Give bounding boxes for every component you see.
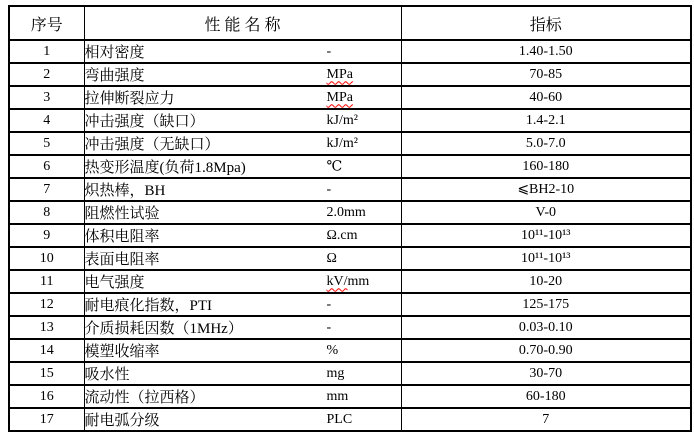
unit-plain-part: PLC	[326, 411, 353, 427]
value-cell: 1.4-2.1	[401, 109, 691, 132]
row-number-cell: 6	[9, 155, 84, 178]
property-name: 阻燃性试验	[84, 206, 160, 222]
row-number-cell: 15	[9, 362, 84, 385]
unit-label	[327, 113, 358, 129]
value-cell: 0.70-0.90	[401, 339, 691, 362]
property-name: 体积电阻率	[84, 229, 160, 245]
unit-label	[327, 136, 358, 152]
unit-label	[327, 412, 353, 428]
value-cell: 60-180	[401, 385, 691, 408]
table-row	[9, 224, 691, 247]
unit-misspelled-part: MPa	[326, 66, 353, 82]
property-cell	[84, 109, 401, 132]
row-number-cell: 13	[9, 316, 84, 339]
unit-plain-part: mg	[326, 365, 345, 381]
unit-plain-part: -	[326, 43, 332, 59]
table-row	[9, 109, 691, 132]
property-cell	[84, 385, 401, 408]
property-cell	[84, 224, 401, 247]
table-row	[9, 293, 691, 316]
property-cell	[84, 40, 401, 63]
unit-misspelled-part: kV/	[326, 273, 348, 289]
property-cell	[84, 132, 401, 155]
table-row	[9, 247, 691, 270]
property-name: 炽热棒，BH	[84, 183, 166, 199]
row-number-cell: 1	[9, 40, 84, 63]
property-cell	[84, 339, 401, 362]
spec-table	[8, 5, 692, 432]
unit-label	[327, 366, 345, 382]
unit-plain-part: 2.0mm	[326, 204, 366, 220]
unit-plain-part: ℃	[326, 159, 343, 174]
value-cell: 125-175	[401, 293, 691, 316]
unit-label	[327, 158, 343, 175]
unit-plain-part: Ω	[326, 250, 337, 266]
property-name: 弯曲强度	[84, 68, 145, 84]
property-name: 冲击强度（缺口）	[84, 114, 205, 130]
value-cell: 7	[401, 408, 691, 431]
header-row	[9, 6, 691, 40]
value-cell: 10-20	[401, 270, 691, 293]
property-name: 热变形温度(负荷1.8Mpa)	[84, 160, 246, 176]
unit-plain-part: -	[326, 319, 332, 335]
row-number-cell: 16	[9, 385, 84, 408]
value-cell: 10¹¹-10¹³	[401, 247, 691, 270]
row-number-cell: 2	[9, 63, 84, 86]
unit-plain-part: -	[326, 181, 332, 197]
header-spec-value: 指标	[401, 6, 691, 40]
unit-label	[327, 205, 366, 221]
unit-label	[327, 320, 332, 336]
property-cell	[84, 247, 401, 270]
unit-plain-part: %	[326, 342, 339, 358]
property-cell	[84, 201, 401, 224]
table-header	[9, 6, 691, 40]
table-row	[9, 86, 691, 109]
table-row	[9, 63, 691, 86]
property-name: 介质损耗因数（1MHz）	[84, 321, 243, 337]
unit-label	[327, 67, 353, 83]
unit-label	[327, 182, 332, 198]
row-number-cell: 5	[9, 132, 84, 155]
property-cell	[84, 155, 401, 178]
table-row	[9, 362, 691, 385]
property-name: 吸水性	[84, 367, 130, 383]
unit-plain-part: Ω.cm	[326, 227, 358, 243]
row-number-cell: 4	[9, 109, 84, 132]
property-cell	[84, 408, 401, 431]
row-number-cell: 7	[9, 178, 84, 201]
property-cell	[84, 362, 401, 385]
property-name: 表面电阻率	[84, 252, 160, 268]
value-cell: 40-60	[401, 86, 691, 109]
property-name: 模塑收缩率	[84, 344, 160, 360]
table-row	[9, 316, 691, 339]
document-page	[8, 5, 692, 432]
row-number-cell: 14	[9, 339, 84, 362]
property-name: 拉伸断裂应力	[84, 91, 175, 107]
unit-plain-part: mm	[326, 388, 349, 404]
row-number-cell: 10	[9, 247, 84, 270]
unit-label	[327, 297, 332, 313]
value-cell: 70-85	[401, 63, 691, 86]
unit-label	[327, 251, 337, 267]
table-row	[9, 408, 691, 431]
value-cell: 10¹¹-10¹³	[401, 224, 691, 247]
row-number-cell: 9	[9, 224, 84, 247]
property-cell	[84, 270, 401, 293]
row-number-cell: 12	[9, 293, 84, 316]
table-row	[9, 155, 691, 178]
property-name: 流动性（拉西格）	[84, 390, 205, 406]
property-cell	[84, 86, 401, 109]
property-name: 电气强度	[84, 275, 145, 291]
row-number-cell: 11	[9, 270, 84, 293]
unit-label	[327, 90, 353, 106]
property-cell	[84, 293, 401, 316]
property-name: 耐电弧分级	[84, 413, 160, 429]
value-cell: 1.40-1.50	[401, 40, 691, 63]
row-number-cell: 17	[9, 408, 84, 431]
unit-label	[327, 389, 349, 405]
header-serial-number: 序号	[9, 6, 84, 40]
unit-label	[327, 44, 332, 60]
table-row	[9, 385, 691, 408]
value-cell: 160-180	[401, 155, 691, 178]
property-name: 耐电痕化指数，PTI	[84, 298, 213, 314]
header-property-name: 性 能 名 称	[84, 6, 401, 40]
value-cell: V-0	[401, 201, 691, 224]
value-cell: 0.03-0.10	[401, 316, 691, 339]
unit-misspelled-part: MPa	[326, 89, 353, 105]
unit-plain-part: mm	[347, 273, 370, 289]
unit-plain-part: -	[326, 296, 332, 312]
property-cell	[84, 316, 401, 339]
table-body	[9, 40, 691, 431]
unit-label	[327, 274, 370, 290]
value-cell: ⩽BH2-10	[401, 178, 691, 201]
table-row	[9, 132, 691, 155]
unit-plain-part: kJ/m²	[326, 112, 358, 128]
table-row	[9, 178, 691, 201]
table-row	[9, 40, 691, 63]
value-cell: 5.0-7.0	[401, 132, 691, 155]
property-name: 相对密度	[84, 45, 145, 61]
value-cell: 30-70	[401, 362, 691, 385]
row-number-cell: 8	[9, 201, 84, 224]
unit-label	[327, 343, 339, 359]
table-row	[9, 339, 691, 362]
unit-plain-part: kJ/m²	[326, 135, 358, 151]
property-cell	[84, 178, 401, 201]
property-name: 冲击强度（无缺口）	[84, 137, 220, 153]
property-cell	[84, 63, 401, 86]
table-row	[9, 201, 691, 224]
table-row	[9, 270, 691, 293]
row-number-cell: 3	[9, 86, 84, 109]
unit-label	[327, 228, 358, 244]
